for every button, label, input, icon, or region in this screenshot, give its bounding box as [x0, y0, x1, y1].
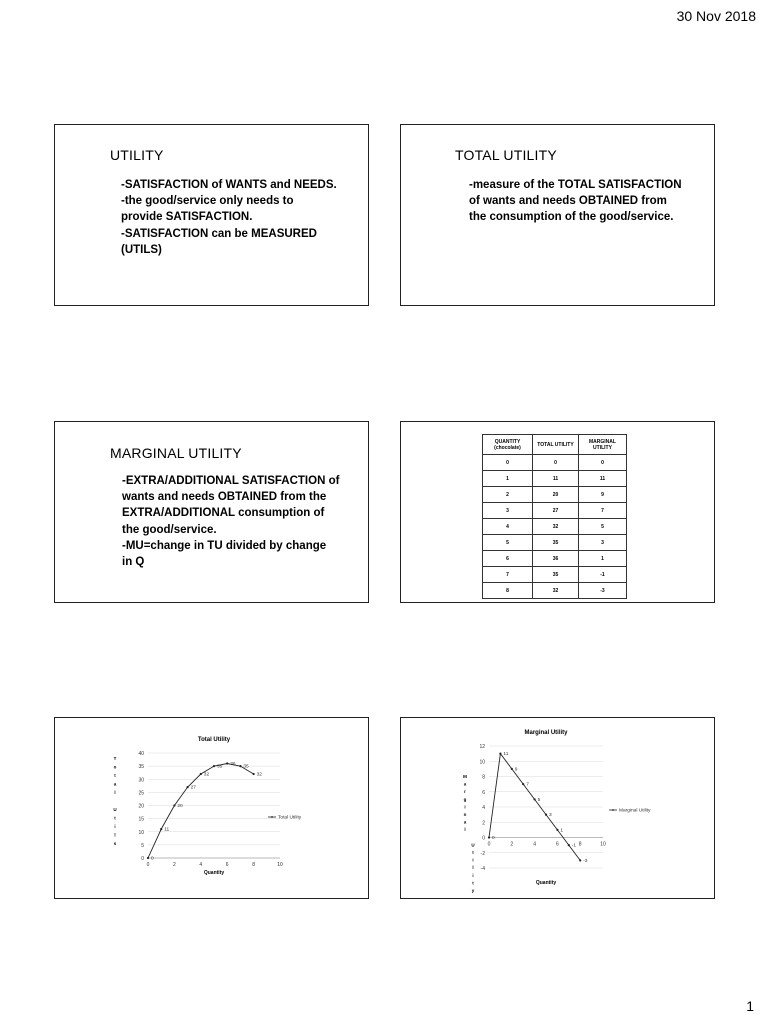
- table-cell: 4: [483, 519, 533, 535]
- y-axis-label-letter: i: [114, 824, 116, 829]
- slide-marginal-utility: [54, 421, 369, 603]
- table-cell: 0: [579, 455, 627, 471]
- table-row: [483, 583, 627, 599]
- body-line: -EXTRA/ADDITIONAL SATISFACTION of: [122, 475, 340, 487]
- table-header: QUANTITY (chocolate): [483, 435, 533, 455]
- x-axis-label: Quantity: [203, 870, 225, 876]
- y-axis-label-letter: l: [472, 865, 474, 871]
- table-header: TOTAL UTILITY: [533, 435, 579, 455]
- data-label: 3: [549, 813, 552, 819]
- data-label: 0: [151, 856, 154, 862]
- y-tick-label: 5: [141, 842, 144, 849]
- body-line: in Q: [122, 556, 145, 569]
- data-label: 11: [164, 827, 170, 833]
- body-line: (UTILS): [121, 243, 162, 256]
- y-tick-label: 25: [138, 790, 144, 797]
- table-row: [483, 535, 627, 551]
- data-point: [253, 773, 255, 775]
- table-cell: 2: [483, 487, 533, 503]
- data-point: [187, 786, 189, 788]
- table-cell: 8: [483, 583, 533, 599]
- y-tick-label: 6: [482, 789, 485, 796]
- data-label: 20: [177, 804, 183, 809]
- slide-title: UTILITY: [110, 147, 164, 163]
- y-tick-label: 30: [138, 777, 144, 784]
- body-line: -measure of the TOTAL SATISFACTION: [469, 179, 682, 191]
- y-axis-label-letter: n: [463, 812, 467, 817]
- y-tick-label: 10: [479, 759, 485, 766]
- table-cell: 6: [483, 551, 533, 567]
- data-label: 32: [203, 772, 210, 778]
- table-cell: -1: [579, 567, 627, 583]
- y-axis-label-letter: l: [114, 832, 116, 838]
- data-point: [160, 828, 162, 830]
- y-axis-label-letter: a: [463, 781, 467, 787]
- table-header: MARGINAL UTILITY: [579, 435, 627, 455]
- data-point: [226, 762, 228, 764]
- body-line: provide SATISFACTION.: [121, 211, 253, 224]
- y-axis-label-letter: l: [464, 827, 466, 833]
- body-line: -the good/service only needs to: [121, 195, 294, 208]
- data-label: 11: [503, 752, 509, 758]
- y-tick-label: -2: [480, 850, 485, 857]
- data-label: 9: [514, 767, 518, 773]
- data-point: [579, 859, 581, 861]
- y-axis-label-letter: i: [464, 804, 466, 810]
- data-point: [147, 857, 149, 859]
- table-row: [483, 487, 627, 503]
- body-line: the good/service.: [122, 523, 217, 536]
- data-point: [499, 753, 501, 755]
- data-point: [556, 829, 558, 831]
- y-axis-label-letter: T: [113, 756, 117, 761]
- data-point: [568, 844, 570, 846]
- x-tick-label: 6: [225, 862, 229, 868]
- data-point: [511, 768, 513, 770]
- slide-total-utility: [400, 124, 715, 306]
- data-label: 35: [217, 764, 223, 770]
- utility-table: [482, 434, 627, 599]
- x-tick-label: 8: [252, 862, 255, 868]
- table-row: [483, 503, 627, 519]
- y-axis-label-letter: t: [114, 773, 116, 778]
- x-tick-label: 8: [578, 841, 582, 848]
- data-label: 27: [190, 785, 196, 791]
- table-row: [483, 519, 627, 535]
- table-cell: 35: [533, 567, 579, 583]
- x-tick-label: 2: [173, 862, 176, 868]
- table-cell: 3: [483, 503, 533, 519]
- data-label: 7: [526, 782, 529, 788]
- x-tick-label: 4: [199, 862, 203, 868]
- table-cell: 3: [579, 535, 627, 551]
- y-tick-label: 4: [482, 805, 485, 811]
- body-line: of wants and needs OBTAINED from: [469, 195, 667, 208]
- x-axis-label: Quantity: [535, 880, 557, 886]
- body-line: EXTRA/ADDITIONAL consumption of: [122, 507, 325, 520]
- table-cell: 11: [579, 471, 627, 487]
- data-label: 35: [243, 764, 249, 770]
- table-cell: 1: [579, 551, 627, 567]
- table-cell: 27: [533, 503, 579, 519]
- y-tick-label: 2: [482, 820, 485, 827]
- slide-body: [469, 177, 682, 226]
- slide-total-utility-chart: [54, 717, 369, 899]
- data-point: [213, 765, 215, 767]
- series-line: [148, 764, 254, 859]
- slide-body: [122, 473, 339, 570]
- y-axis-label-letter: t: [472, 880, 474, 886]
- table-row: [483, 455, 627, 471]
- y-tick-label: 20: [138, 803, 144, 810]
- x-tick-label: 6: [556, 841, 559, 848]
- body-line: -SATISFACTION of WANTS and NEEDS.: [121, 179, 337, 191]
- y-axis-label-letter: l: [114, 790, 116, 795]
- data-point: [522, 783, 524, 785]
- y-axis-label-letter: r: [464, 789, 466, 795]
- y-axis-label-letter: M: [463, 774, 467, 779]
- x-tick-label: 10: [277, 862, 283, 868]
- body-line: -SATISFACTION can be MEASURED: [121, 227, 317, 240]
- x-tick-label: 10: [600, 841, 606, 848]
- table-cell: 0: [483, 455, 533, 471]
- y-axis-label-letter: a: [113, 781, 117, 787]
- y-tick-label: 15: [138, 816, 144, 823]
- data-point: [200, 773, 202, 775]
- y-tick-label: 10: [138, 829, 144, 836]
- x-tick-label: 2: [510, 841, 514, 848]
- body-line: the consumption of the good/service.: [469, 211, 674, 224]
- table-cell: 20: [533, 487, 579, 503]
- y-tick-label: -4: [480, 866, 485, 872]
- x-tick-label: 0: [487, 841, 491, 848]
- data-point: [534, 798, 536, 800]
- slide-utility: [54, 124, 369, 306]
- page-number: 1: [746, 998, 754, 1014]
- data-label: 36: [230, 762, 236, 767]
- page-date: 30 Nov 2018: [676, 8, 756, 24]
- table-cell: 7: [483, 567, 533, 583]
- slide-utility-table: [400, 421, 715, 603]
- slide-body: [121, 177, 337, 258]
- legend-label: Total Utility: [278, 815, 302, 821]
- table-cell: 11: [533, 471, 579, 487]
- chart-title: Total Utility: [197, 737, 231, 743]
- legend-marker: [271, 816, 273, 818]
- y-axis-label-letter: U: [471, 842, 475, 848]
- legend-marker: [612, 809, 614, 811]
- table-cell: 9: [579, 487, 627, 503]
- table-cell: 35: [533, 535, 579, 551]
- x-tick-label: 0: [146, 862, 150, 868]
- data-label: 0: [492, 836, 495, 841]
- y-tick-label: 40: [138, 751, 144, 757]
- data-point: [239, 765, 241, 767]
- slide-title: TOTAL UTILITY: [455, 147, 557, 163]
- y-tick-label: 0: [482, 835, 485, 842]
- y-tick-label: 35: [138, 764, 144, 771]
- data-label: 32: [256, 772, 262, 778]
- total-utility-chart: [55, 718, 368, 898]
- table-cell: 5: [579, 519, 627, 535]
- y-axis-label-letter: U: [113, 807, 117, 812]
- table-cell: 0: [533, 455, 579, 471]
- table-row: [483, 551, 627, 567]
- table-cell: 32: [533, 583, 579, 599]
- data-label: -1: [571, 843, 577, 849]
- data-point: [173, 804, 175, 806]
- y-tick-label: 12: [479, 744, 485, 750]
- data-label: -3: [583, 858, 588, 864]
- y-axis-label-letter: t: [472, 850, 474, 855]
- table-row: [483, 567, 627, 583]
- y-axis-label-letter: g: [463, 796, 467, 802]
- slide-title: MARGINAL UTILITY: [110, 445, 242, 461]
- y-axis-label-letter: i: [472, 857, 474, 863]
- table-cell: 36: [533, 551, 579, 567]
- y-axis-label-letter: y: [471, 888, 475, 893]
- y-tick-label: 0: [141, 856, 144, 862]
- table-cell: 1: [483, 471, 533, 487]
- y-axis-label-letter: o: [113, 764, 117, 770]
- slide-marginal-utility-chart: [400, 717, 715, 899]
- y-axis-label-letter: a: [463, 819, 467, 825]
- chart-title: Marginal Utility: [524, 730, 568, 736]
- table-cell: 32: [533, 519, 579, 535]
- table-cell: 7: [579, 503, 627, 519]
- body-line: wants and needs OBTAINED from the: [122, 491, 327, 504]
- y-axis-label-letter: t: [114, 815, 116, 821]
- table-row: [483, 471, 627, 487]
- y-axis-label-letter: i: [472, 872, 474, 878]
- legend-label: Marginal Utility: [619, 808, 651, 814]
- y-axis-label-letter: s: [113, 841, 117, 846]
- marginal-utility-chart: [401, 718, 714, 898]
- table-cell: 5: [483, 535, 533, 551]
- data-point: [488, 836, 490, 838]
- data-point: [545, 814, 547, 816]
- table-cell: -3: [579, 583, 627, 599]
- data-label: 5: [537, 797, 541, 803]
- data-label: 1: [560, 828, 564, 834]
- x-tick-label: 4: [533, 841, 536, 848]
- body-line: -MU=change in TU divided by change: [122, 539, 327, 552]
- y-tick-label: 8: [482, 774, 485, 781]
